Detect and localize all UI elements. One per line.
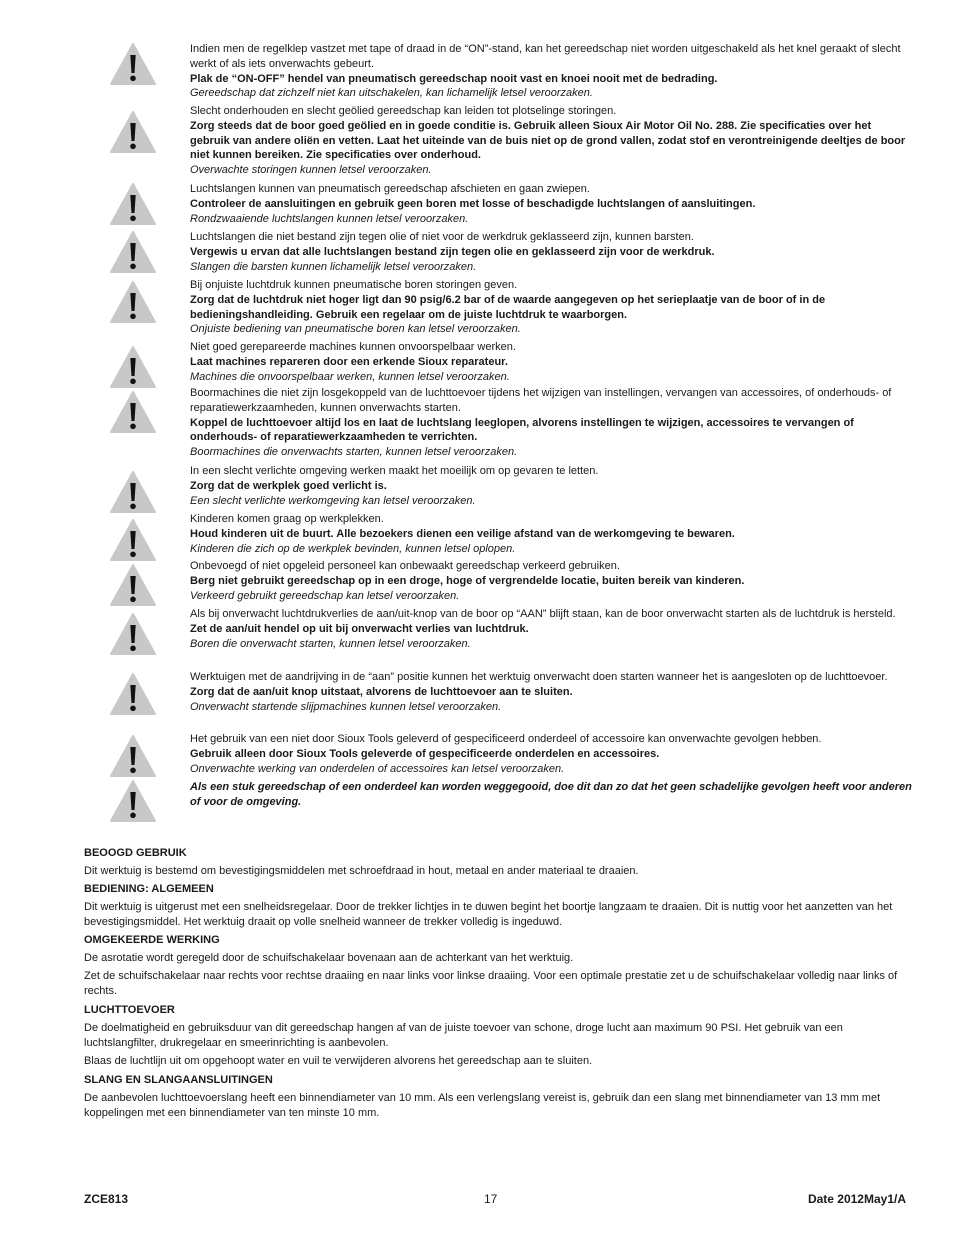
warning-block	[190, 278, 912, 337]
warning-instruction-text: Laat machines repareren door een erkende Sioux reparateur.	[190, 355, 508, 368]
warning-triangle-icon	[109, 110, 157, 154]
warning-consequence-text: Boren die onverwacht starten, kunnen letsel veroorzaken.	[190, 637, 471, 650]
warning-hazard-text: Kinderen komen graag op werkplekken.	[190, 513, 384, 525]
warning-instruction-text: Zorg dat de werkplek goed verlicht is.	[190, 479, 387, 492]
warning-instruction-text: Zorg dat de luchtdruk niet hoger ligt dan 90 psig/6.2 bar of de waarde aangegeven op het serieplaatje van de boor of in de bedieningshandleiding. Gebruik een regelaar om de juiste luchtdruk te waarborgen.	[190, 293, 826, 321]
warning-hazard-text: Slecht onderhouden en slecht geölied gereedschap kan leiden tot plotselinge storingen.	[190, 105, 617, 117]
warning-triangle-icon	[109, 518, 157, 562]
warning-instruction-text: Controleer de aansluitingen en gebruik geen boren met losse of beschadigde luchtslangen of aansluitingen.	[190, 197, 756, 210]
warning-triangle-icon	[109, 182, 157, 226]
warning-consequence-text: Onjuiste bediening van pneumatische boren kan letsel veroorzaken.	[190, 323, 521, 336]
warning-instruction-text: Houd kinderen uit de buurt. Alle bezoekers dienen een veilige afstand van de werkomgeving te bewaren.	[190, 527, 735, 540]
warning-triangle-icon	[109, 470, 157, 514]
warning-consequence-text: Machines die onvoorspelbaar werken, kunnen letsel veroorzaken.	[190, 370, 510, 383]
warning-block	[190, 732, 912, 776]
warning-block	[190, 559, 912, 603]
warning-hazard-text: Als bij onverwacht luchtdrukverlies de aan/uit-knop van de boor op “AAN” blijft staan, kan de boor onverwacht starten als de luchtdruk is hersteld.	[190, 608, 896, 620]
section-paragraph: Zet de schuifschakelaar naar rechts voor rechtse draaiing en naar links voor linkse draaiing. Voor een optimale prestatie zet u de schuifschakelaar volledig naar links of rechts.	[84, 970, 898, 997]
section	[84, 1073, 910, 1121]
warning-hazard-text: Werktuigen met de aandrijving in de “aan” positie kunnen het werktuig onverwacht doen starten wanneer het is aangesloten op de luchttoevoer.	[190, 671, 888, 683]
warning-triangle-icon	[109, 612, 157, 656]
warning-hazard-text: Luchtslangen die niet bestand zijn tegen olie of niet voor de werkdruk geklasseerd zijn, kunnen barsten.	[190, 231, 694, 243]
warning-consequence-text: Overwachte storingen kunnen letsel veroorzaken.	[190, 164, 432, 177]
section-heading: SLANG EN SLANGAANSLUITINGEN	[84, 1074, 273, 1086]
warning-instruction-text: Koppel de luchttoevoer altijd los en laat de luchtslang leeglopen, alvorens instellingen te wijzigen, accessoires te vervangen of onderhouds- of reparatiewerkzaamheden te verrichten.	[190, 416, 854, 444]
section	[84, 933, 910, 999]
warning-instruction-text: Gebruik alleen door Sioux Tools geleverde of gespecificeerde onderdelen en accessoires.	[190, 747, 660, 760]
warning-block	[190, 512, 912, 556]
section	[84, 882, 910, 930]
section-heading: BEOOGD GEBRUIK	[84, 847, 187, 859]
warning-block	[190, 780, 912, 810]
section-heading: BEDIENING: ALGEMEEN	[84, 883, 214, 895]
section-heading: LUCHTTOEVOER	[84, 1004, 175, 1016]
section-paragraph: De aanbevolen luchttoevoerslang heeft een binnendiameter van 10 mm. Als een verlengslang vereist is, gebruik dan een slang met binnendiameter van 13 mm met koppelingen met een binnendiameter van ten minste 10 mm.	[84, 1092, 881, 1119]
warning-hazard-text: Luchtslangen kunnen van pneumatisch gereedschap afschieten en gaan zwiepen.	[190, 183, 590, 195]
footer-model: ZCE813	[84, 1192, 129, 1206]
warning-triangle-icon	[109, 779, 157, 823]
warning-block	[190, 42, 912, 101]
section	[84, 1003, 910, 1069]
section	[84, 846, 910, 879]
section-paragraph: Dit werktuig is bestemd om bevestigingsmiddelen met schroefdraad in hout, metaal en ander materiaal te draaien.	[84, 865, 639, 877]
warning-instruction-text: Berg niet gebruikt gereedschap op in een droge, hoge of vergrendelde locatie, buiten bereik van kinderen.	[190, 574, 745, 587]
warning-triangle-icon	[109, 390, 157, 434]
warning-instruction-text: Zorg dat de aan/uit knop uitstaat, alvorens de luchttoevoer aan te sluiten.	[190, 685, 573, 698]
warning-triangle-icon	[109, 672, 157, 716]
warning-block	[190, 340, 912, 384]
warning-triangle-icon	[109, 280, 157, 324]
warning-triangle-icon	[109, 563, 157, 607]
warning-instruction-text: Plak de “ON-OFF” hendel van pneumatisch gereedschap nooit vast en knoei nooit met de bedrading.	[190, 72, 718, 85]
warning-block	[190, 464, 912, 508]
warning-hazard-text: Boormachines die niet zijn losgekoppeld van de luchttoevoer tijdens het wijzigen van instellingen, vervangen van accessoires, of onderhouds- of reparatiewerkzaamheden, kunnen onverwachts starten.	[190, 387, 892, 414]
footer-date: Date 2012May1/A	[807, 1192, 906, 1206]
warning-consequence-text: Onverwachte werking van onderdelen of accessoires kan letsel veroorzaken.	[190, 762, 565, 775]
warning-block	[190, 104, 912, 178]
warning-hazard-text: Onbevoegd of niet opgeleid personeel kan onbewaakt gereedschap verkeerd gebruiken.	[190, 560, 620, 572]
warning-hazard-text: In een slecht verlichte omgeving werken maakt het moeilijk om op gevaren te letten.	[190, 465, 599, 477]
warning-consequence-text: Boormachines die onverwachts starten, kunnen letsel veroorzaken.	[190, 446, 518, 459]
warning-hazard-text: Bij onjuiste luchtdruk kunnen pneumatische boren storingen geven.	[190, 279, 518, 291]
warning-consequence-text: Slangen die barsten kunnen lichamelijk letsel veroorzaken.	[190, 260, 477, 273]
warning-hazard-text: Het gebruik van een niet door Sioux Tools geleverd of gespecificeerd onderdeel of accessoire kan onverwachte gevolgen hebben.	[190, 733, 822, 745]
warning-block	[190, 182, 912, 226]
warning-consequence-text: Kinderen die zich op de werkplek bevinden, kunnen letsel oplopen.	[190, 542, 516, 555]
section-paragraph: Blaas de luchtlijn uit om opgehoopt water en vuil te verwijderen alvorens het gereedschap aan te sluiten.	[84, 1055, 593, 1067]
warning-note-text: Als een stuk gereedschap of een onderdeel kan worden weggegooid, doe dit dan zo dat het geen schadelijke gevolgen heeft voor anderen of voor de omgeving.	[190, 781, 912, 808]
warning-consequence-text: Onverwacht startende slijpmachines kunnen letsel veroorzaken.	[190, 700, 502, 713]
warning-triangle-icon	[109, 230, 157, 274]
warning-consequence-text: Een slecht verlichte werkomgeving kan letsel veroorzaken.	[190, 494, 476, 507]
warning-consequence-text: Rondzwaaiende luchtslangen kunnen letsel veroorzaken.	[190, 212, 469, 225]
warning-triangle-icon	[109, 345, 157, 389]
warning-instruction-text: Zet de aan/uit hendel op uit bij onverwacht verlies van luchtdruk.	[190, 622, 529, 635]
section-paragraph: De doelmatigheid en gebruiksduur van dit gereedschap hangen af van de juiste toevoer van schone, droge lucht aan maximum 90 PSI. Het gebruik van een luchtslangfilter, drukregelaar en smeerinrichting is aanbevolen.	[84, 1022, 843, 1049]
warning-hazard-text: Indien men de regelklep vastzet met tape of draad in de “ON”-stand, kan het gereedschap niet worden uitgeschakeld als het knel geraakt of slecht werkt of als iets onverwachts gebeurt.	[190, 43, 901, 70]
warning-block	[190, 670, 912, 714]
warning-triangle-icon	[109, 734, 157, 778]
warning-block	[190, 230, 912, 274]
warning-instruction-text: Zorg steeds dat de boor goed geölied en in goede conditie is. Gebruik alleen Sioux Air Motor Oil No. 288. Zie specificaties over het gebruik van andere oliën en vetten. Laat het uiteinde van de buis niet op de grond vallen, zodat stof en verontreinigende deeltjes de boor niet kunnen bereiken. Zie specificaties over onderhoud.	[190, 119, 906, 162]
section-heading: OMGEKEERDE WERKING	[84, 934, 220, 946]
warning-consequence-text: Verkeerd gebruikt gereedschap kan letsel veroorzaken.	[190, 589, 460, 602]
warning-instruction-text: Vergewis u ervan dat alle luchtslangen bestand zijn tegen olie en geklasseerd zijn voor de werkdruk.	[190, 245, 715, 258]
warning-consequence-text: Gereedschap dat zichzelf niet kan uitschakelen, kan lichamelijk letsel veroorzaken.	[190, 87, 593, 100]
section-paragraph: De asrotatie wordt geregeld door de schuifschakelaar bovenaan aan de achterkant van het werktuig.	[84, 952, 574, 964]
footer-page-number: 17	[484, 1192, 498, 1206]
warning-hazard-text: Niet goed gerepareerde machines kunnen onvoorspelbaar werken.	[190, 341, 516, 353]
warning-block	[190, 607, 912, 651]
section-paragraph: Dit werktuig is uitgerust met een snelheidsregelaar. Door de trekker lichtjes in te duwen begint het boortje langzaam te draaien. Dit is nuttig voor het aanzetten van het bevestigingsmiddel. Het werktuig draait op volle snelheid wanneer de trekker volledig is ingeduwd.	[84, 901, 893, 928]
warning-block	[190, 386, 912, 460]
warning-triangle-icon	[109, 42, 157, 86]
